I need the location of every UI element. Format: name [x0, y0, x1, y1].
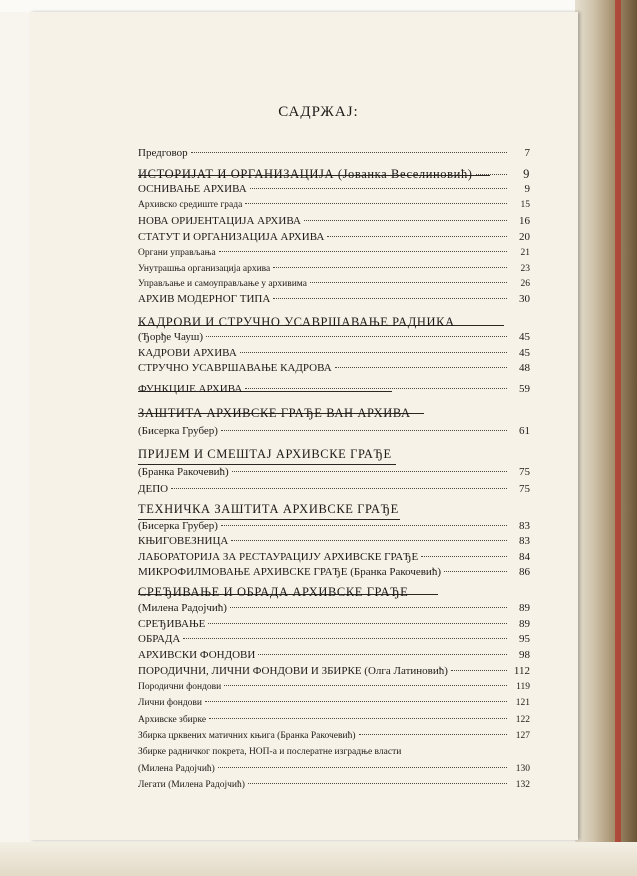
- toc-entry: Лични фондови 121: [138, 698, 530, 708]
- section-rule: [138, 464, 396, 465]
- toc-entry: АРХИВСКИ ФОНДОВИ 98: [138, 649, 530, 661]
- toc-entry: СТРУЧНО УСАВРШАВАЊЕ КАДРОВА 48: [138, 362, 530, 374]
- scan-bottom-edge: [0, 842, 637, 876]
- toc-entry: Управљање и самоуправљање у архивима 26: [138, 279, 530, 289]
- toc-entry: МИКРОФИЛМОВАЊЕ АРХИВСКЕ ГРАЂЕ (Бранка Ракочевић) 86: [138, 566, 530, 578]
- toc-entry: АРХИВ МОДЕРНОГ ТИПА 30: [138, 293, 530, 305]
- toc-entry: Архивске збирке 122: [138, 715, 530, 725]
- toc-entry: КЊИГОВЕЗНИЦА 83: [138, 535, 530, 547]
- toc-entry: КАДРОВИ АРХИВА 45: [138, 347, 530, 359]
- page-title: САДРЖАЈ:: [278, 104, 359, 120]
- toc-entry: ЛАБОРАТОРИЈА ЗА РЕСТАУРАЦИЈУ АРХИВСКЕ ГРАЂЕ 84: [138, 551, 530, 563]
- toc-section-heading: ТЕХНИЧКА ЗАШТИТА АРХИВСКЕ ГРАЂЕ: [138, 502, 399, 516]
- toc-section-heading: ФУНКЦИЈЕ АРХИВА 59: [138, 383, 530, 395]
- toc-entry: (Бранка Ракочевић) 75: [138, 466, 530, 478]
- toc-section-heading: КАДРОВИ И СТРУЧНО УСАВРШАВАЊЕ РАДНИКА: [138, 315, 455, 329]
- toc-entry: (Милена Радојчић) 130: [138, 764, 530, 774]
- toc-entry: ДЕПО 75: [138, 483, 530, 495]
- toc-entry: ОБРАДА 95: [138, 633, 530, 645]
- toc-entry: Збирка црквених матичних књига (Бранка Ракочевић) 127: [138, 731, 530, 741]
- toc-entry: Легати (Милена Радојчић) 132: [138, 780, 530, 790]
- toc-entry: ИСТОРИЈАТ И ОРГАНИЗАЦИЈА (Јованка Веселиновић) 9: [138, 167, 530, 181]
- toc-entry: Предговор 7: [138, 147, 530, 159]
- toc-entry: СТАТУТ И ОРГАНИЗАЦИЈА АРХИВА 20: [138, 231, 530, 243]
- book-spine-edge: [575, 0, 637, 876]
- toc-entry: (Ђорђе Чауш) 45: [138, 331, 530, 343]
- toc-entry: Унутрашња организација архива 23: [138, 264, 530, 274]
- toc-entry: СРЕЂИВАЊЕ 89: [138, 618, 530, 630]
- toc-section-heading: ЗАШТИТА АРХИВСКЕ ГРАЂЕ ВАН АРХИВА: [138, 406, 411, 420]
- toc-entry: Органи управљања 21: [138, 248, 530, 258]
- toc-section-heading: СРЕЂИВАЊЕ И ОБРАДА АРХИВСКЕ ГРАЂЕ: [138, 585, 409, 599]
- toc-entry: Архивско средиште града 15: [138, 200, 530, 210]
- toc-entry: ПОРОДИЧНИ, ЛИЧНИ ФОНДОВИ И ЗБИРКЕ (Олга Латиновић) 112: [138, 665, 530, 677]
- toc-entry: Породични фондови 119: [138, 682, 530, 692]
- toc-entry: (Милена Радојчић) 89: [138, 602, 530, 614]
- book-cover-stripe: [615, 0, 621, 876]
- toc-entry: Збирке радничког покрета, НОП-а и послератне изградње власти: [138, 747, 402, 757]
- toc-entry: НОВА ОРИЈЕНТАЦИЈА АРХИВА 16: [138, 215, 530, 227]
- toc-entry: ОСНИВАЊЕ АРХИВА 9: [138, 183, 530, 195]
- toc-section-heading: ПРИЈЕМ И СМЕШТАЈ АРХИВСКЕ ГРАЂЕ: [138, 447, 392, 461]
- toc-entry: (Бисерка Грубер) 61: [138, 425, 530, 437]
- scan-top-edge: [0, 0, 637, 12]
- toc-entry: (Бисерка Грубер) 83: [138, 520, 530, 532]
